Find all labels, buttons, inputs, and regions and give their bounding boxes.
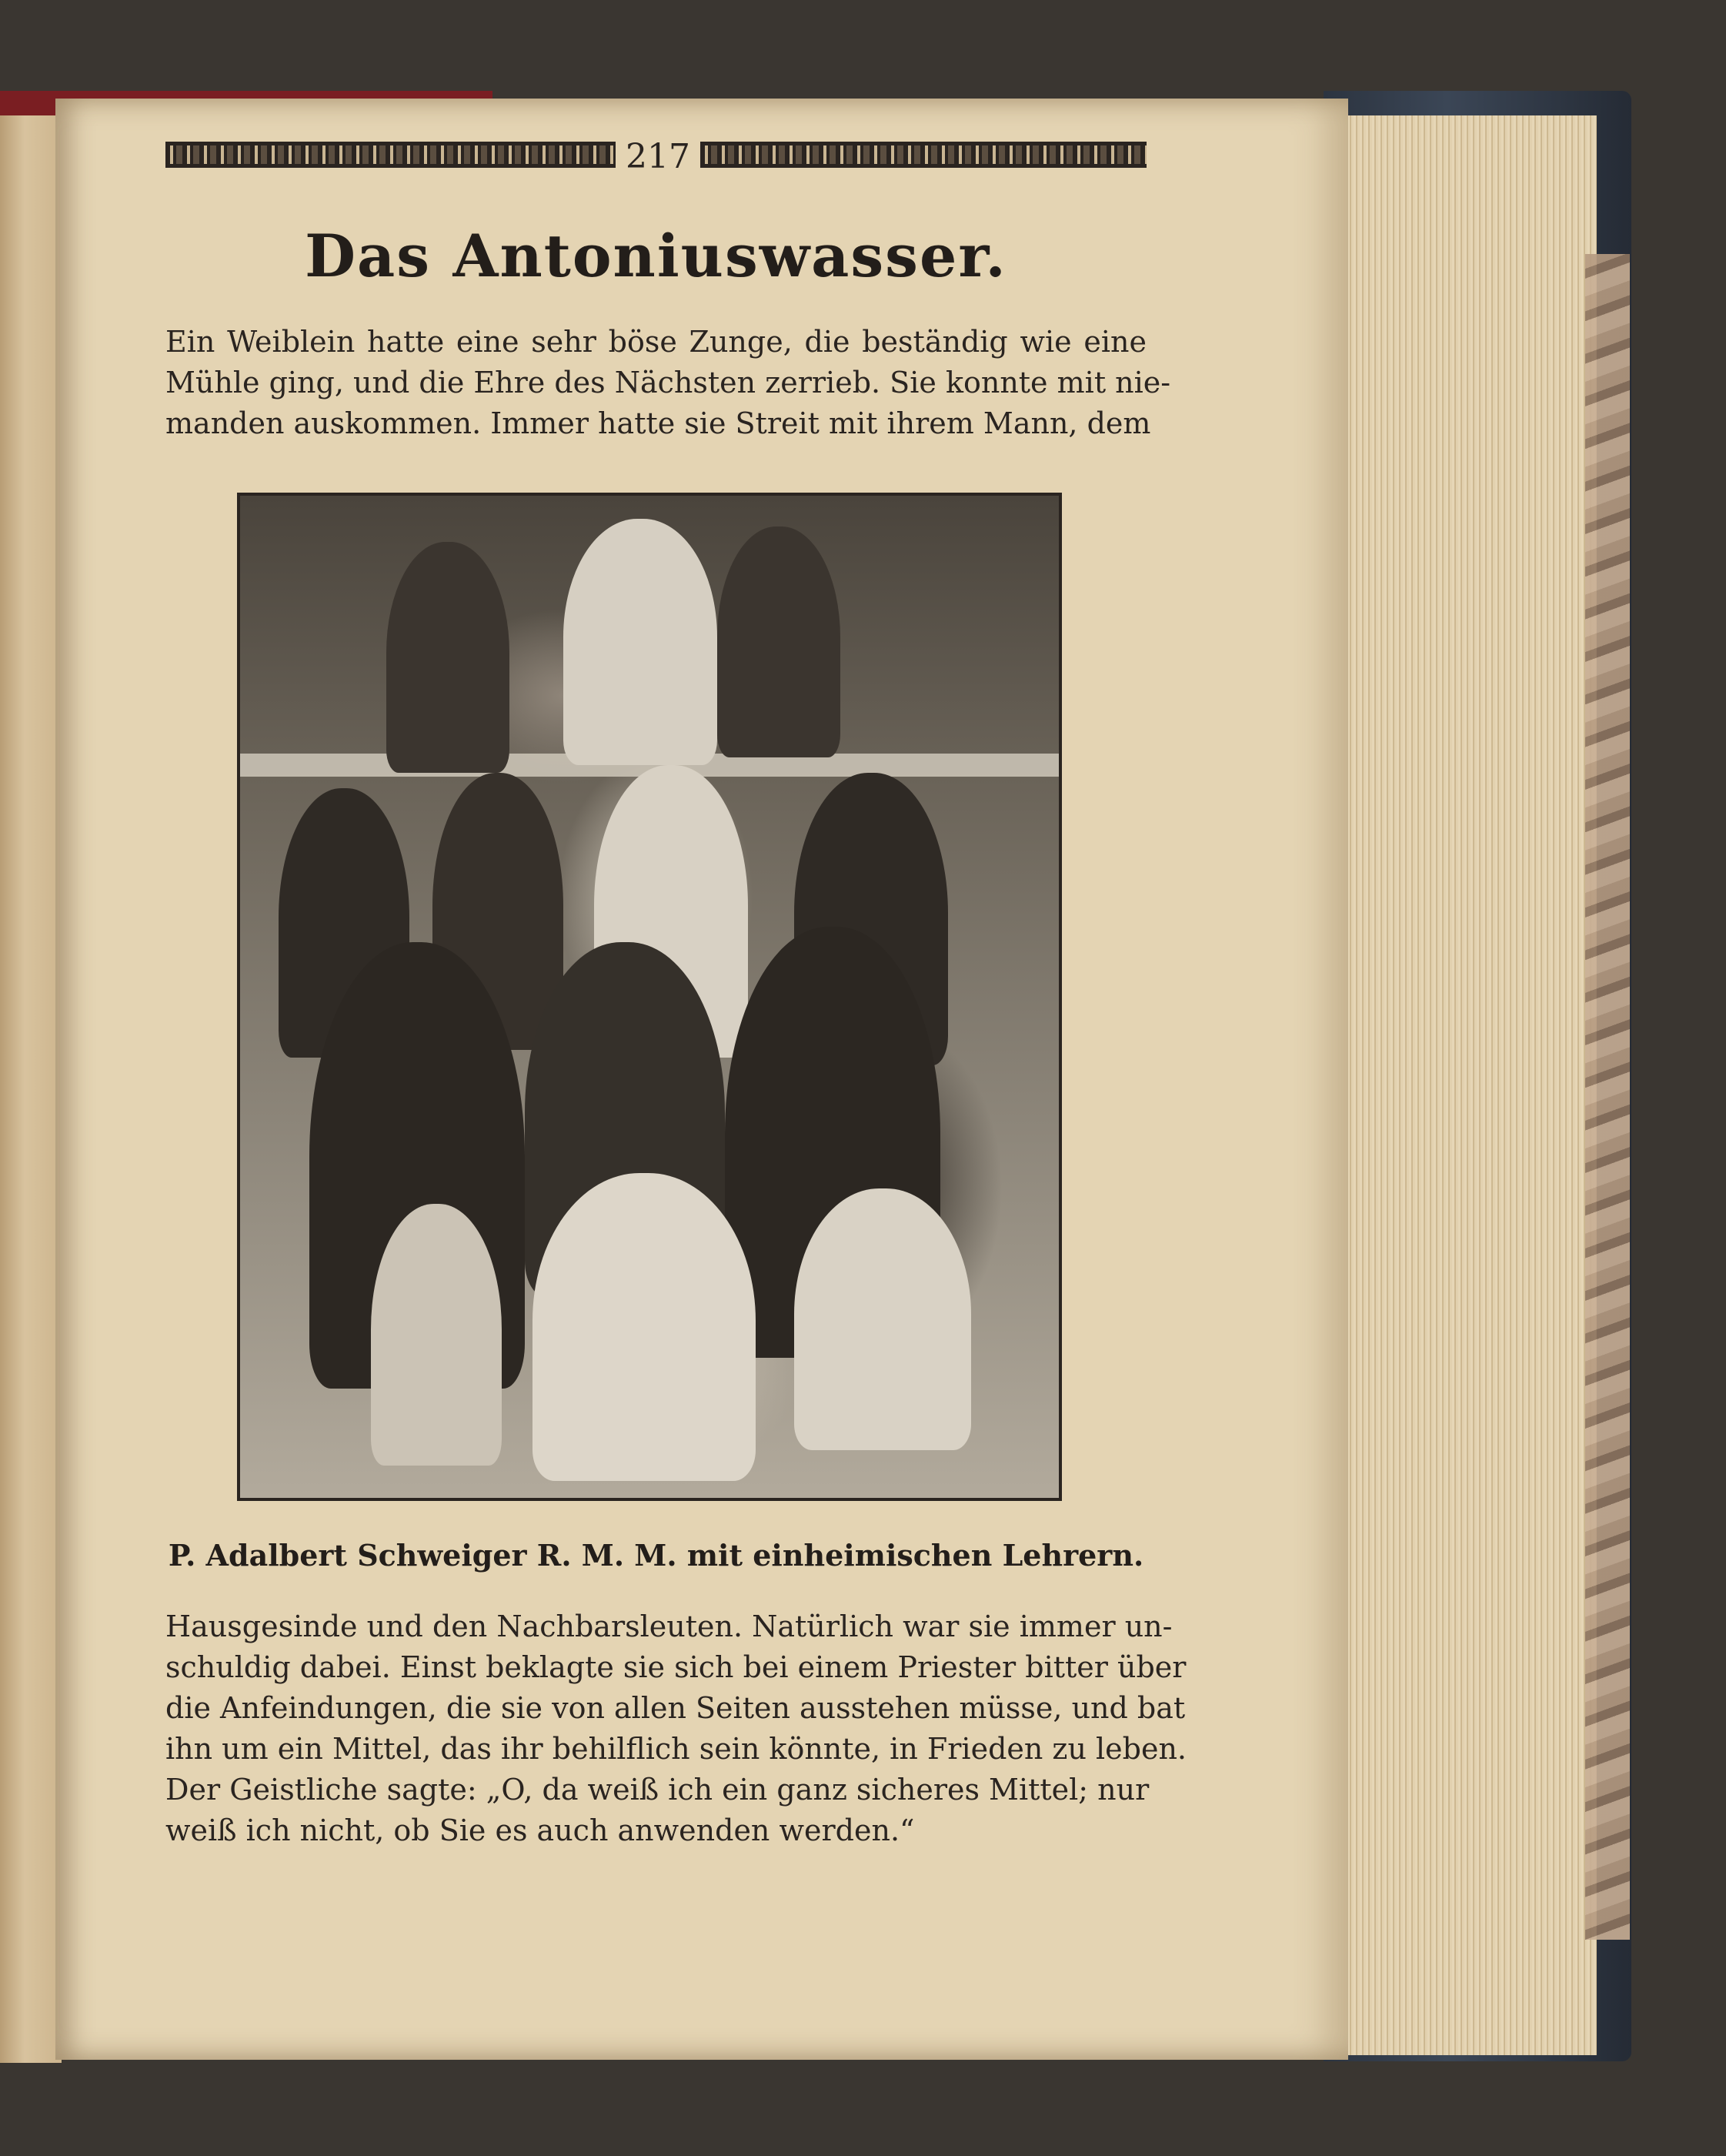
text-line: schuldig dabei. Einst beklagte sie sich bei einem Priester bitter über: [165, 1650, 1187, 1684]
text-line: manden auskommen. Immer hatte sie Streit mit ihrem Mann, dem: [165, 406, 1151, 440]
text-line: Ein Weiblein hatte eine sehr böse Zunge, die beständig wie eine: [165, 325, 1147, 359]
group-photograph: [237, 493, 1062, 1501]
photo-scene: [240, 496, 1059, 1498]
page-header: [165, 137, 1147, 175]
photo-figure: [532, 1173, 756, 1481]
photo-caption: P. Adalbert Schweiger R. M. M. mit einheimischen Lehrern.: [168, 1538, 1144, 1573]
photo-figure: [386, 542, 509, 773]
paragraph-2: [165, 1606, 1187, 1851]
header-ornament-right: [700, 142, 1147, 168]
photo-figure: [794, 1188, 971, 1450]
photo-figure: [563, 519, 717, 765]
text-line: die Anfeindungen, die sie von allen Seiten ausstehen müsse, und bat: [165, 1691, 1186, 1725]
chapter-title: Das Antoniuswasser.: [305, 222, 1007, 290]
text-line: Mühle ging, und die Ehre des Nächsten zerrieb. Sie konnte mit nie-: [165, 366, 1171, 399]
text-line: weiß ich nicht, ob Sie es auch anwenden werden.“: [165, 1813, 915, 1847]
page-block-edges: [1335, 115, 1597, 2055]
paragraph-1: [165, 322, 1171, 444]
photo-figure: [371, 1204, 502, 1466]
text-line: Der Geistliche sagte: „O, da weiß ich ein ganz sicheres Mittel; nur: [165, 1773, 1150, 1807]
marbled-cover-edge: [1585, 254, 1630, 1940]
text-line: ihn um ein Mittel, das ihr behilflich sein könnte, in Frieden zu leben.: [165, 1732, 1187, 1766]
left-page-edge: [0, 92, 62, 2063]
text-line: Hausgesinde und den Nachbarsleuten. Natürlich war sie immer un-: [165, 1609, 1173, 1643]
header-ornament-left: [165, 142, 616, 168]
photo-figure: [717, 526, 840, 757]
page-number: 217: [626, 137, 690, 176]
